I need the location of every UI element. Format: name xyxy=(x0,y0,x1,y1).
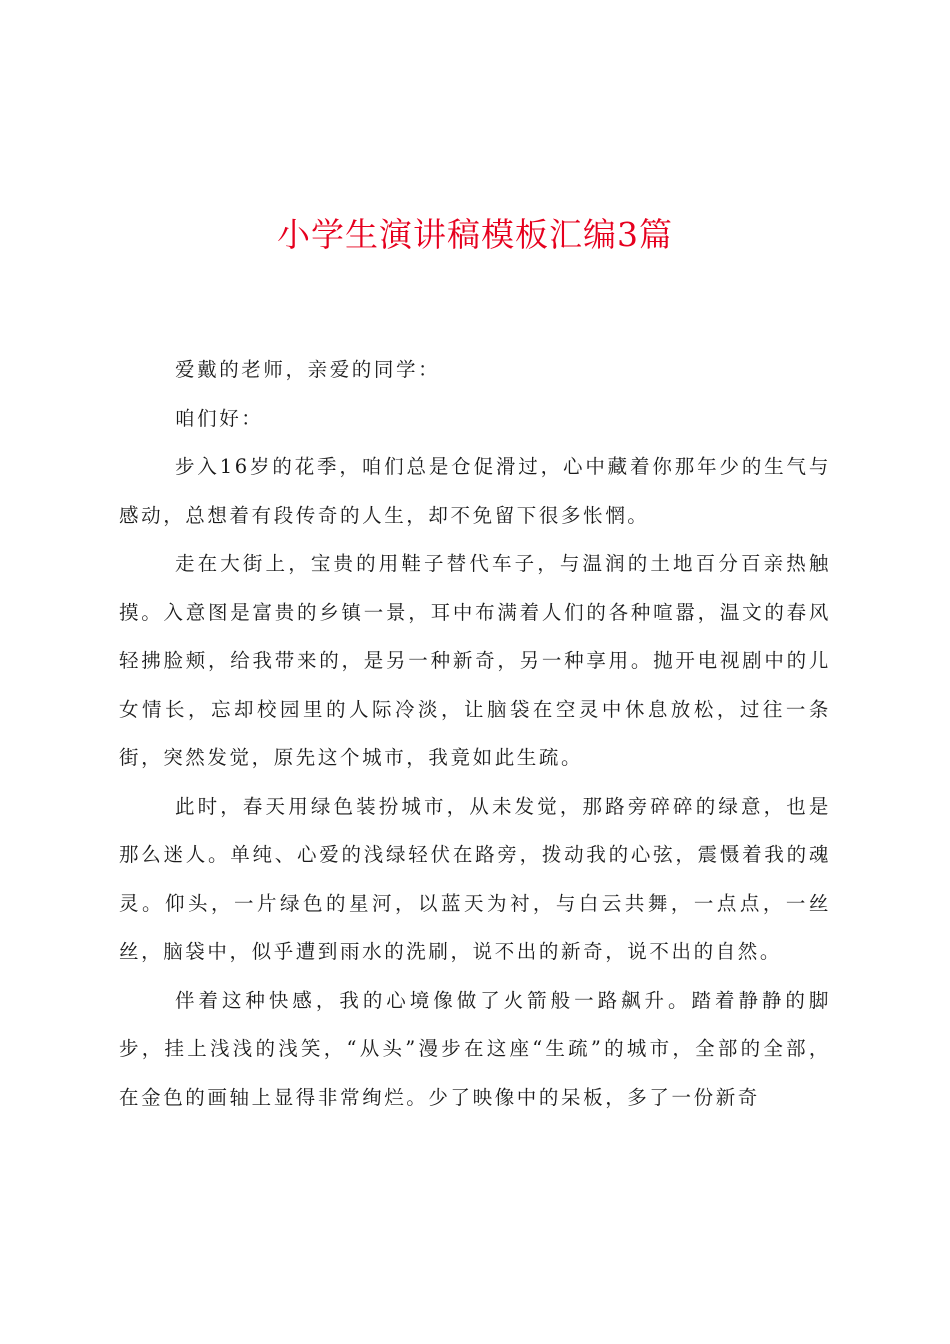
document-body xyxy=(119,346,831,1122)
paragraph-hello: 咱们好： xyxy=(175,406,264,430)
paragraph: 走在大街上，宝贵的用鞋子替代车子，与温润的土地百分百亲热触摸。入意图是富贵的乡镇一景，耳中布满着人们的各种喧嚣，温文的春风轻拂脸颊，给我带来的，是另一种新奇，另一种享用。抛开电视剧中的儿女情长，忘却校园里的人际冷淡，让脑袋在空灵中休息放松，过往一条街，突然发觉，原先这个城市，我竟如此生疏。 xyxy=(119,552,831,769)
document-title: 小学生演讲稿模板汇编3篇 xyxy=(277,215,673,254)
paragraph-greeting: 爱戴的老师，亲爱的同学： xyxy=(175,358,441,381)
paragraph: 伴着这种快感，我的心境像做了火箭般一路飙升。踏着静静的脚步，挂上浅浅的浅笑，“从头”漫步在这座“生疏”的城市，全部的全部，在金色的画轴上显得非常绚烂。少了映像中的呆板，多了一份新奇 xyxy=(119,988,831,1109)
paragraph: 此时，春天用绿色装扮城市，从未发觉，那路旁碎碎的绿意，也是那么迷人。单纯、心爱的浅绿轻伏在路旁，拨动我的心弦，震慑着我的魂灵。仰头，一片绿色的星河，以蓝天为衬，与白云共舞，一点点，一丝丝，脑袋中，似乎遭到雨水的洗刷，说不出的新奇，说不出的自然。 xyxy=(119,794,831,963)
paragraph: 步入16岁的花季，咱们总是仓促滑过，心中藏着你那年少的生气与感动，总想着有段传奇的人生，却不免留下很多怅惘。 xyxy=(119,455,831,527)
